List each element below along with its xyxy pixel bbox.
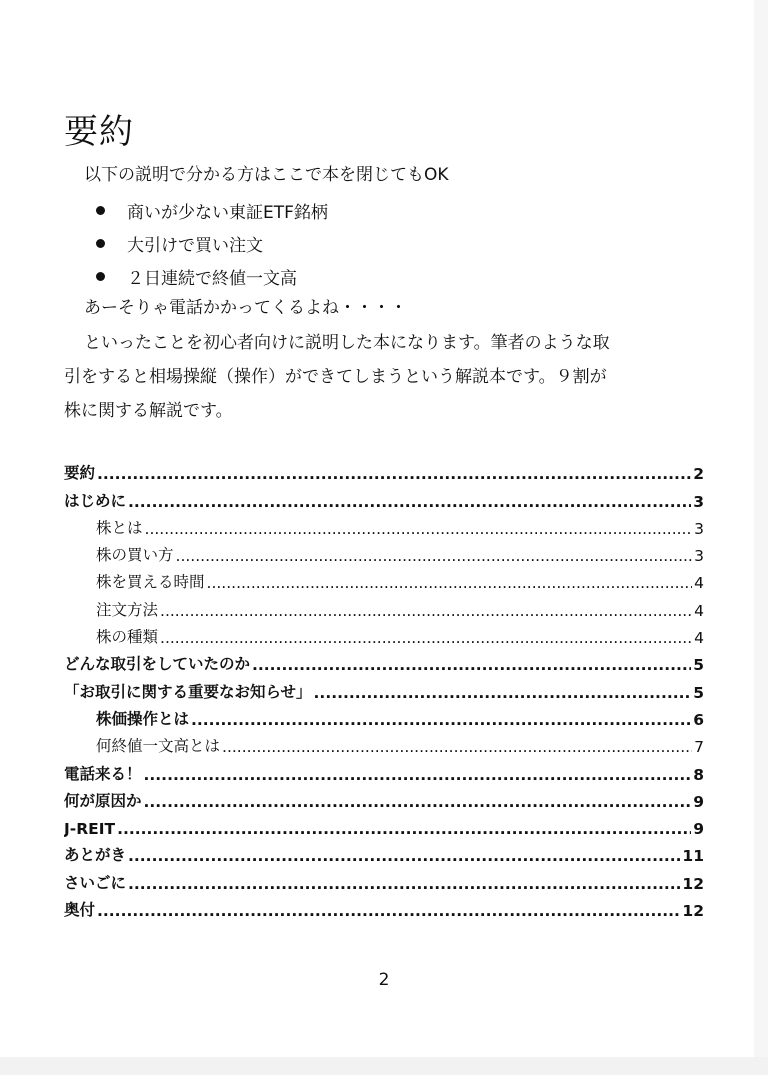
bullet-item: ２日連続で終値一文高 [96, 260, 328, 293]
toc-entry-label: あとがき [64, 846, 127, 865]
toc-dot-leader [252, 656, 691, 674]
toc-entry-page: 7 [694, 738, 704, 757]
bullet-item: 大引けで買い注文 [96, 227, 328, 260]
bullet-item: 商いが少ない東証ETF銘柄 [96, 194, 328, 227]
toc-entry-label: 株価操作とは [96, 709, 190, 728]
toc-entry-page: 4 [694, 601, 704, 620]
toc-entry-label: 電話来る！ [64, 764, 142, 783]
toc-entry-page: 4 [694, 574, 704, 593]
toc-dot-leader [207, 574, 693, 592]
toc-dot-leader [144, 793, 692, 811]
paragraph-line: 株に関する解説です。 [64, 401, 233, 421]
toc-entry-label: 「お取引に関する重要なお知らせ」 [64, 682, 312, 701]
toc-dot-leader [176, 547, 693, 565]
toc-entry-page: 5 [693, 683, 704, 702]
toc-entry[interactable] [64, 756, 704, 783]
paragraph-line: といったことを初心者向けに説明した本になります。筆者のような取 [84, 333, 610, 353]
toc-entry-page: 2 [693, 465, 704, 484]
toc-entry[interactable] [64, 565, 704, 592]
table-of-contents [64, 456, 704, 920]
toc-entry-page: 5 [693, 656, 704, 675]
paragraph-line: 引をすると相場操縦（操作）ができてしまうという解説本です。９割が [64, 367, 607, 387]
toc-entry-page: 4 [694, 629, 704, 648]
page-title: 要約 [64, 112, 134, 152]
toc-dot-leader [160, 629, 692, 647]
toc-entry[interactable] [64, 838, 704, 865]
toc-entry-page: 8 [693, 765, 704, 784]
toc-entry[interactable] [64, 647, 704, 674]
toc-dot-leader [128, 875, 680, 893]
toc-dot-leader [97, 902, 680, 920]
toc-entry[interactable] [64, 865, 704, 892]
toc-entry-label: 何が原因か [64, 791, 142, 810]
scan-edge [754, 0, 768, 1075]
bullet-icon [96, 272, 105, 281]
bullet-list [96, 194, 328, 293]
toc-entry[interactable] [64, 674, 704, 701]
toc-dot-leader [160, 602, 692, 620]
toc-entry-page: 12 [682, 874, 704, 893]
toc-entry[interactable] [64, 729, 704, 756]
toc-dot-leader [128, 493, 691, 511]
toc-entry-page: 12 [682, 902, 704, 921]
paragraph-line: あーそりゃ電話かかってくるよね・・・・ [84, 298, 407, 318]
toc-entry-label: 株を買える時間 [96, 573, 205, 592]
toc-entry-page: 6 [693, 710, 704, 729]
toc-entry-page: 3 [693, 492, 704, 511]
toc-entry-label: 株とは [96, 518, 143, 537]
toc-entry-label: J-REIT [64, 820, 116, 839]
page-number: 2 [378, 970, 390, 990]
toc-dot-leader [144, 766, 692, 784]
toc-entry-label: 株の買い方 [96, 546, 174, 565]
toc-entry[interactable] [64, 538, 704, 565]
toc-entry[interactable] [64, 511, 704, 538]
toc-entry[interactable] [64, 456, 704, 483]
toc-entry-label: どんな取引をしていたのか [64, 655, 251, 674]
toc-dot-leader [128, 847, 680, 865]
toc-dot-leader [222, 738, 692, 756]
toc-entry-label: 何終値一文高とは [96, 737, 221, 756]
toc-entry-label: 注文方法 [96, 600, 159, 619]
toc-dot-leader [117, 820, 691, 838]
toc-entry-page: 9 [693, 820, 704, 839]
toc-entry-label: 株の種類 [96, 628, 159, 647]
toc-entry-label: はじめに [64, 491, 127, 510]
toc-entry[interactable] [64, 811, 704, 838]
toc-entry[interactable] [64, 784, 704, 811]
toc-dot-leader [145, 520, 693, 538]
bullet-icon [96, 239, 105, 248]
toc-entry[interactable] [64, 702, 704, 729]
toc-entry-page: 3 [694, 547, 704, 566]
toc-entry-label: さいごに [64, 873, 127, 892]
toc-entry-page: 11 [682, 847, 704, 866]
toc-dot-leader [97, 465, 691, 483]
toc-entry-label: 要約 [64, 464, 96, 483]
bullet-icon [96, 206, 105, 215]
toc-dot-leader [191, 711, 691, 729]
toc-dot-leader [314, 684, 692, 702]
toc-entry[interactable] [64, 893, 704, 920]
toc-entry-page: 3 [694, 519, 704, 538]
toc-entry[interactable] [64, 620, 704, 647]
scan-edge [0, 1057, 768, 1075]
toc-entry[interactable] [64, 483, 704, 510]
toc-entry-page: 9 [693, 792, 704, 811]
intro-text: 以下の説明で分かる方はここで本を閉じてもOK [84, 165, 449, 185]
toc-entry[interactable] [64, 592, 704, 619]
toc-entry-label: 奥付 [64, 901, 96, 920]
